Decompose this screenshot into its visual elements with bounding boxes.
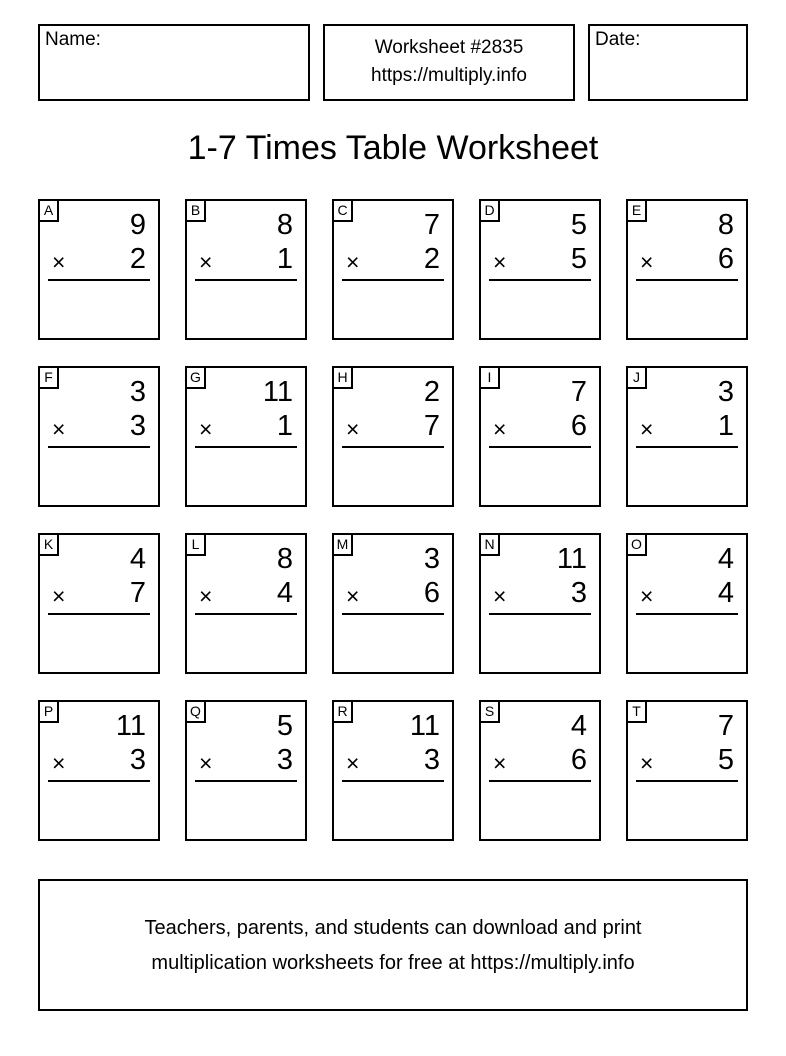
problem-letter: T	[628, 702, 647, 723]
multiplier: 2	[423, 243, 440, 275]
multiplier: 1	[717, 410, 734, 442]
worksheet-id: Worksheet #2835	[374, 37, 524, 58]
multiply-sign: ×	[640, 416, 654, 442]
problem-card[interactable]	[38, 700, 160, 841]
problem-letter: Q	[187, 702, 206, 723]
multiplicand: 11	[409, 710, 440, 742]
answer-line	[636, 613, 738, 615]
multiply-sign: ×	[199, 583, 213, 609]
answer-line	[195, 279, 297, 281]
multiplicand: 7	[570, 376, 587, 408]
multiplier: 4	[276, 577, 293, 609]
multiplier: 7	[423, 410, 440, 442]
multiplicand: 3	[717, 376, 734, 408]
problem-card[interactable]	[626, 199, 748, 340]
multiplicand: 9	[129, 209, 146, 241]
multiplicand: 5	[570, 209, 587, 241]
problem-card[interactable]	[479, 700, 601, 841]
multiplier: 6	[570, 744, 587, 776]
footer-note	[38, 879, 748, 1011]
multiplicand: 4	[129, 543, 146, 575]
answer-line	[195, 446, 297, 448]
problem-letter: J	[628, 368, 647, 389]
multiply-sign: ×	[493, 416, 507, 442]
problem-letter: B	[187, 201, 206, 222]
multiplicand: 3	[423, 543, 440, 575]
name-label: Name:	[45, 29, 101, 50]
problem-card[interactable]	[626, 700, 748, 841]
multiplicand: 11	[556, 543, 587, 575]
multiplicand: 11	[115, 710, 146, 742]
problem-letter: P	[40, 702, 59, 723]
problem-letter: R	[334, 702, 353, 723]
multiply-sign: ×	[493, 249, 507, 275]
problem-card[interactable]	[479, 199, 601, 340]
problem-card[interactable]	[479, 533, 601, 674]
multiplicand: 8	[276, 543, 293, 575]
problem-card[interactable]	[38, 366, 160, 507]
multiplier: 7	[129, 577, 146, 609]
multiplier: 2	[129, 243, 146, 275]
answer-line	[636, 279, 738, 281]
multiplier: 5	[717, 744, 734, 776]
multiply-sign: ×	[640, 750, 654, 776]
multiply-sign: ×	[346, 583, 360, 609]
answer-line	[489, 446, 591, 448]
multiplier: 3	[276, 744, 293, 776]
multiplier: 6	[570, 410, 587, 442]
multiplier: 4	[717, 577, 734, 609]
problem-card[interactable]	[332, 199, 454, 340]
problem-card[interactable]	[626, 366, 748, 507]
problem-card[interactable]	[185, 199, 307, 340]
problem-card[interactable]	[38, 533, 160, 674]
multiply-sign: ×	[493, 583, 507, 609]
answer-line	[636, 780, 738, 782]
multiply-sign: ×	[640, 249, 654, 275]
problem-letter: H	[334, 368, 353, 389]
problem-letter: O	[628, 535, 647, 556]
answer-line	[195, 780, 297, 782]
date-label: Date:	[595, 29, 641, 50]
page-title: 1-7 Times Table Worksheet	[187, 129, 599, 167]
problem-letter: C	[334, 201, 353, 222]
multiply-sign: ×	[52, 583, 66, 609]
problem-card[interactable]	[185, 700, 307, 841]
problem-letter: A	[40, 201, 59, 222]
multiply-sign: ×	[52, 416, 66, 442]
problem-letter: M	[334, 535, 353, 556]
answer-line	[342, 613, 444, 615]
problem-card[interactable]	[479, 366, 601, 507]
answer-line	[636, 446, 738, 448]
problem-card[interactable]	[332, 533, 454, 674]
answer-line	[48, 279, 150, 281]
multiplicand: 8	[276, 209, 293, 241]
answer-line	[489, 279, 591, 281]
problem-letter: S	[481, 702, 500, 723]
problem-card[interactable]	[185, 533, 307, 674]
problem-card[interactable]	[626, 533, 748, 674]
problem-card[interactable]	[332, 700, 454, 841]
multiply-sign: ×	[640, 583, 654, 609]
answer-line	[342, 279, 444, 281]
multiply-sign: ×	[199, 750, 213, 776]
multiply-sign: ×	[346, 416, 360, 442]
name-field[interactable]	[38, 24, 310, 101]
multiply-sign: ×	[199, 416, 213, 442]
footer-line-2: multiplication worksheets for free at https://multiply.info	[151, 952, 635, 974]
answer-line	[48, 780, 150, 782]
answer-line	[489, 780, 591, 782]
multiplier: 3	[129, 744, 146, 776]
answer-line	[48, 613, 150, 615]
multiply-sign: ×	[52, 249, 66, 275]
multiplier: 5	[570, 243, 587, 275]
multiplier: 6	[423, 577, 440, 609]
multiply-sign: ×	[346, 249, 360, 275]
answer-line	[48, 446, 150, 448]
problem-letter: L	[187, 535, 206, 556]
multiplier: 3	[423, 744, 440, 776]
multiply-sign: ×	[493, 750, 507, 776]
multiplier: 3	[570, 577, 587, 609]
multiplicand: 2	[423, 376, 440, 408]
multiplier: 1	[276, 410, 293, 442]
problem-card[interactable]	[38, 199, 160, 340]
multiplicand: 4	[717, 543, 734, 575]
problem-card[interactable]	[332, 366, 454, 507]
multiply-sign: ×	[199, 249, 213, 275]
problem-letter: I	[481, 368, 500, 389]
answer-line	[342, 780, 444, 782]
answer-line	[195, 613, 297, 615]
answer-line	[489, 613, 591, 615]
problem-letter: D	[481, 201, 500, 222]
problem-letter: G	[187, 368, 206, 389]
multiplier: 6	[717, 243, 734, 275]
multiplier: 1	[276, 243, 293, 275]
multiply-sign: ×	[52, 750, 66, 776]
multiplicand: 8	[717, 209, 734, 241]
answer-line	[342, 446, 444, 448]
problem-letter: N	[481, 535, 500, 556]
multiplicand: 3	[129, 376, 146, 408]
problem-letter: E	[628, 201, 647, 222]
problem-letter: K	[40, 535, 59, 556]
multiplicand: 7	[717, 710, 734, 742]
date-field[interactable]	[588, 24, 748, 101]
multiplicand: 4	[570, 710, 587, 742]
problem-card[interactable]	[185, 366, 307, 507]
footer-line-1: Teachers, parents, and students can download and print	[144, 917, 642, 939]
multiply-sign: ×	[346, 750, 360, 776]
problem-letter: F	[40, 368, 59, 389]
multiplicand: 5	[276, 710, 293, 742]
multiplier: 3	[129, 410, 146, 442]
multiplicand: 11	[262, 376, 293, 408]
multiplicand: 7	[423, 209, 440, 241]
site-url: https://multiply.info	[371, 65, 527, 86]
worksheet-info-box	[323, 24, 575, 101]
